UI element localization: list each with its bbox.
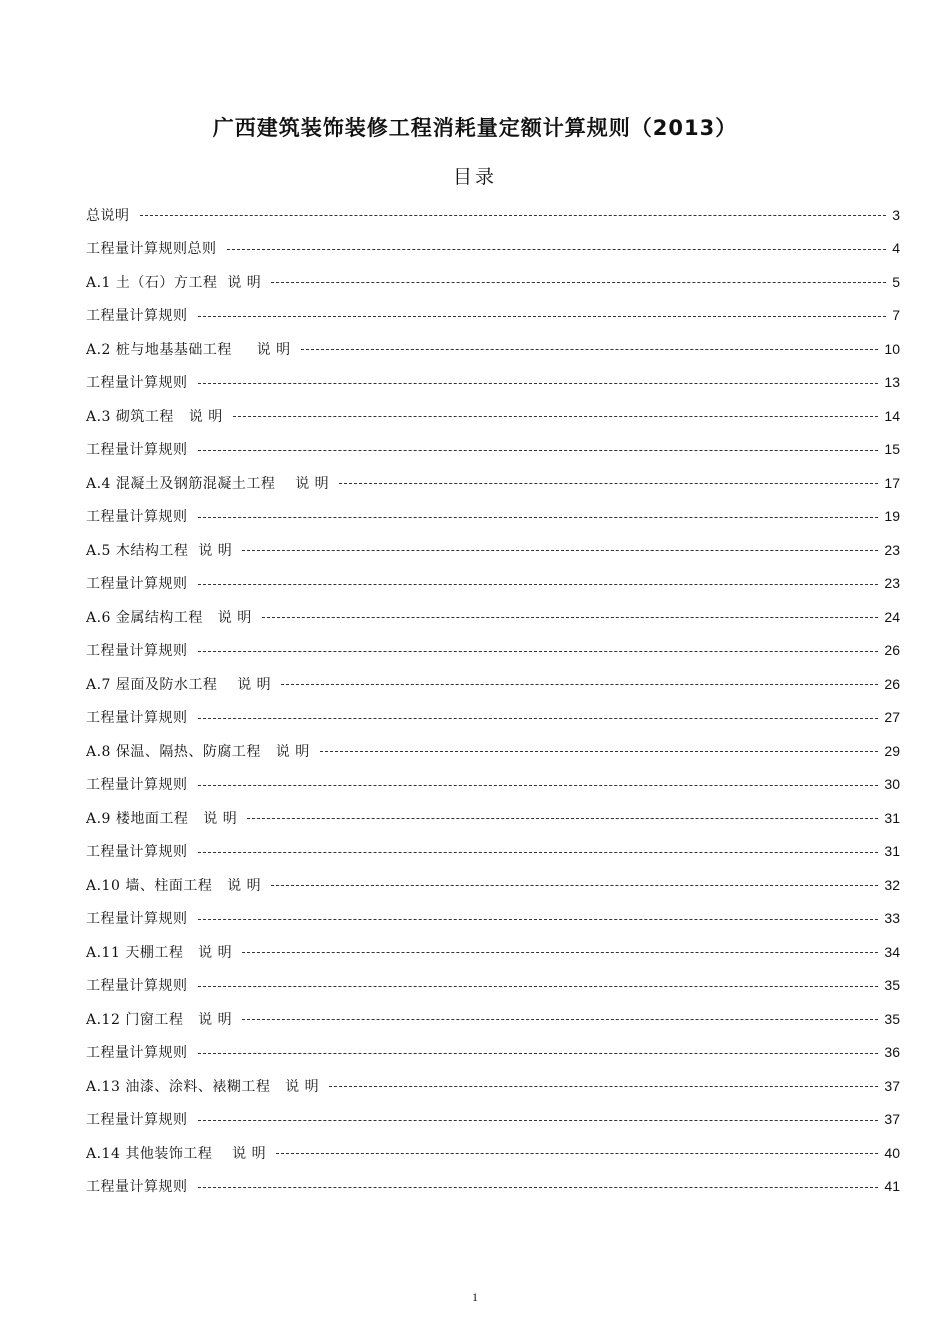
toc-entry-page-number: 23 [884,541,900,558]
toc-entry[interactable] [86,768,900,802]
toc-entry-page-number: 35 [884,977,900,994]
toc-dash-leader [281,684,878,685]
toc-entry[interactable] [86,902,900,936]
toc-entry-page-number: 32 [884,876,900,893]
toc-dash-leader [247,818,878,819]
toc-entry[interactable] [86,466,900,500]
toc-entry[interactable] [86,1069,900,1103]
toc-dash-leader [233,416,879,417]
toc-entry-label: A.1 土（石）方工程 说 明 [86,274,262,291]
toc-entry[interactable] [86,1170,900,1204]
toc-dash-leader [198,383,879,384]
toc-dash-leader [242,952,878,953]
toc-dash-leader [271,885,878,886]
toc-entry-label: 工程量计算规则 [86,643,188,660]
toc-entry-page-number: 30 [884,776,900,793]
toc-entry-label: A.9 楼地面工程 说 明 [86,810,238,827]
toc-entry-page-number: 23 [884,575,900,592]
toc-entry[interactable] [86,935,900,969]
toc-entry-label: 工程量计算规则 [86,1045,188,1062]
toc-entry-label: A.6 金属结构工程 说 明 [86,609,252,626]
toc-entry-label: A.11 天棚工程 说 明 [86,944,233,961]
toc-entry-label: A.14 其他装饰工程 说 明 [86,1145,267,1162]
toc-entry-label: A.5 木结构工程 说 明 [86,542,233,559]
toc-entry-page-number: 26 [884,675,900,692]
toc-entry-label: A.3 砌筑工程 说 明 [86,408,223,425]
toc-dash-leader [227,249,887,250]
toc-entry-page-number: 40 [884,1144,900,1161]
toc-entry-label: 工程量计算规则 [86,576,188,593]
toc-entry[interactable] [86,232,900,266]
toc-entry-page-number: 7 [892,307,900,324]
toc-entry-label: A.4 混凝土及钢筋混凝土工程 说 明 [86,475,330,492]
toc-entry[interactable] [86,433,900,467]
toc-dash-leader [198,517,879,518]
toc-entry-page-number: 41 [884,1178,900,1195]
toc-entry[interactable] [86,835,900,869]
toc-entry-label: 工程量计算规则 [86,777,188,794]
toc-dash-leader [301,349,879,350]
toc-dash-leader [198,651,879,652]
toc-entry[interactable] [86,1103,900,1137]
toc-entry-page-number: 17 [884,474,900,491]
toc-entry[interactable] [86,1002,900,1036]
toc-dash-leader [198,718,879,719]
toc-entry-label: 工程量计算规则 [86,1179,188,1196]
toc-entry[interactable] [86,868,900,902]
toc-entry-page-number: 15 [884,441,900,458]
toc-heading: 目录 [452,166,497,188]
toc-dash-leader [276,1153,878,1154]
toc-dash-leader [198,584,879,585]
toc-entry[interactable] [86,265,900,299]
toc-entry[interactable] [86,701,900,735]
toc-entry-page-number: 31 [884,843,900,860]
toc-entry[interactable] [86,198,900,232]
toc-entry[interactable] [86,667,900,701]
toc-entry-page-number: 35 [884,1010,900,1027]
toc-entry-page-number: 24 [884,608,900,625]
toc-entry-label: A.10 墙、柱面工程 说 明 [86,877,262,894]
toc-dash-leader [198,852,879,853]
toc-entry-page-number: 29 [884,742,900,759]
toc-dash-leader [198,919,879,920]
toc-entry[interactable] [86,734,900,768]
toc-entry-label: A.8 保温、隔热、防腐工程 说 明 [86,743,310,760]
toc-entry-label: A.2 桩与地基基础工程 说 明 [86,341,291,358]
toc-entry[interactable] [86,399,900,433]
toc-entry-page-number: 34 [884,943,900,960]
toc-entry-label: 工程量计算规则 [86,442,188,459]
toc-dash-leader [242,1019,878,1020]
toc-entry-label: 工程量计算规则 [86,1112,188,1129]
toc-entry[interactable] [86,969,900,1003]
toc-entry-page-number: 37 [884,1111,900,1128]
toc-dash-leader [198,1187,879,1188]
toc-entry[interactable] [86,533,900,567]
toc-entry[interactable] [86,801,900,835]
toc-entry-label: 工程量计算规则 [86,978,188,995]
toc-entry-page-number: 13 [884,374,900,391]
toc-entry[interactable] [86,299,900,333]
toc-entry[interactable] [86,1036,900,1070]
toc-entry-page-number: 31 [884,809,900,826]
toc-entry-label: A.7 屋面及防水工程 说 明 [86,676,272,693]
toc-dash-leader [198,450,879,451]
table-of-contents [86,198,900,1203]
toc-entry[interactable] [86,567,900,601]
document-title: 广西建筑装饰装修工程消耗量定额计算规则（2013） [212,116,738,140]
toc-entry-label: A.12 门窗工程 说 明 [86,1011,233,1028]
toc-dash-leader [339,483,878,484]
toc-entry-label: A.13 油漆、涂料、裱糊工程 说 明 [86,1078,320,1095]
toc-entry-page-number: 3 [892,206,900,223]
toc-entry-label: 工程量计算规则 [86,710,188,727]
toc-dash-leader [198,986,879,987]
toc-entry-label: 总说明 [86,207,130,224]
toc-entry-label: 工程量计算规则 [86,509,188,526]
toc-dash-leader [329,1086,878,1087]
toc-dash-leader [198,1120,879,1121]
toc-entry-page-number: 10 [884,340,900,357]
toc-entry-page-number: 37 [884,1077,900,1094]
toc-entry-page-number: 36 [884,1044,900,1061]
toc-entry[interactable] [86,366,900,400]
toc-dash-leader [262,617,879,618]
toc-entry[interactable] [86,1136,900,1170]
toc-entry-page-number: 27 [884,709,900,726]
toc-entry-label: 工程量计算规则 [86,844,188,861]
toc-entry-page-number: 4 [892,240,900,257]
toc-dash-leader [140,215,887,216]
toc-dash-leader [242,550,878,551]
footer-page-number: 1 [472,1290,478,1304]
toc-dash-leader [198,316,887,317]
toc-entry-page-number: 14 [884,407,900,424]
toc-entry-page-number: 26 [884,642,900,659]
toc-entry[interactable] [86,332,900,366]
toc-dash-leader [198,1053,879,1054]
toc-entry-label: 工程量计算规则 [86,911,188,928]
toc-entry[interactable] [86,600,900,634]
toc-entry-label: 工程量计算规则总则 [86,241,217,258]
toc-entry-page-number: 5 [892,273,900,290]
toc-entry-page-number: 33 [884,910,900,927]
toc-entry[interactable] [86,500,900,534]
toc-entry-page-number: 19 [884,508,900,525]
toc-entry-label: 工程量计算规则 [86,308,188,325]
toc-dash-leader [320,751,879,752]
toc-dash-leader [198,785,879,786]
toc-entry[interactable] [86,634,900,668]
toc-entry-label: 工程量计算规则 [86,375,188,392]
toc-dash-leader [271,282,886,283]
